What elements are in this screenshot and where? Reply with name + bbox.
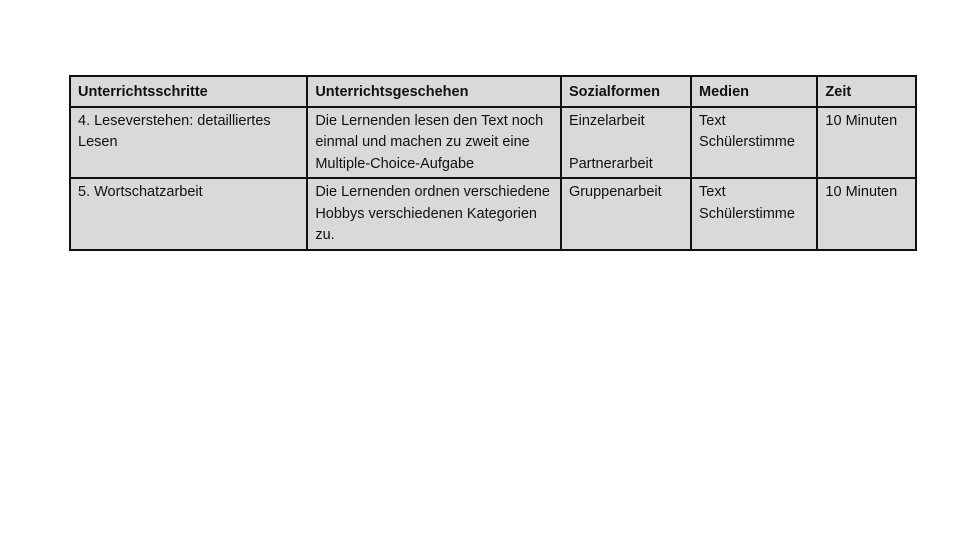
lesson-plan-table (69, 75, 917, 251)
row-1-time: 10 Minuten (817, 107, 916, 179)
header-unterrichtsschritte: Unterrichtsschritte (70, 76, 307, 107)
row-1-social-forms (561, 107, 691, 179)
row-2-activity: Die Lernenden ordnen verschiedene Hobbys verschiedenen Kategorien zu. (307, 178, 561, 250)
row-2-step: 5. Wortschatzarbeit (70, 178, 307, 250)
row-1-social-form-1: Einzelarbeit (568, 112, 645, 129)
row-2-media-1: Text (699, 184, 726, 200)
header-zeit: Zeit (817, 76, 916, 107)
row-2-media (691, 178, 817, 250)
row-1-media-2: Schülerstimme (699, 134, 795, 150)
header-medien: Medien (691, 76, 817, 107)
row-2-social-forms (561, 178, 691, 250)
header-sozialformen: Sozialformen (561, 76, 691, 107)
table-row (70, 178, 916, 250)
row-1-media (691, 107, 817, 179)
table-row (70, 107, 916, 179)
header-unterrichtsgeschehen: Unterrichtsgeschehen (307, 76, 561, 107)
table-header-row (70, 76, 916, 107)
row-1-social-form-2: Partnerarbeit (568, 155, 653, 172)
row-2-time: 10 Minuten (817, 178, 916, 250)
row-1-activity: Die Lernenden lesen den Text noch einmal und machen zu zweit eine Multiple-Choice-Aufgabe (307, 107, 561, 179)
row-1-media-1: Text (699, 112, 726, 129)
row-2-media-2: Schülerstimme (699, 205, 795, 222)
row-1-social-form-spacer (569, 132, 684, 154)
row-2-social-form-1: Gruppenarbeit (568, 184, 662, 200)
row-1-step: 4. Leseverstehen: detailliertes Lesen (70, 107, 307, 179)
